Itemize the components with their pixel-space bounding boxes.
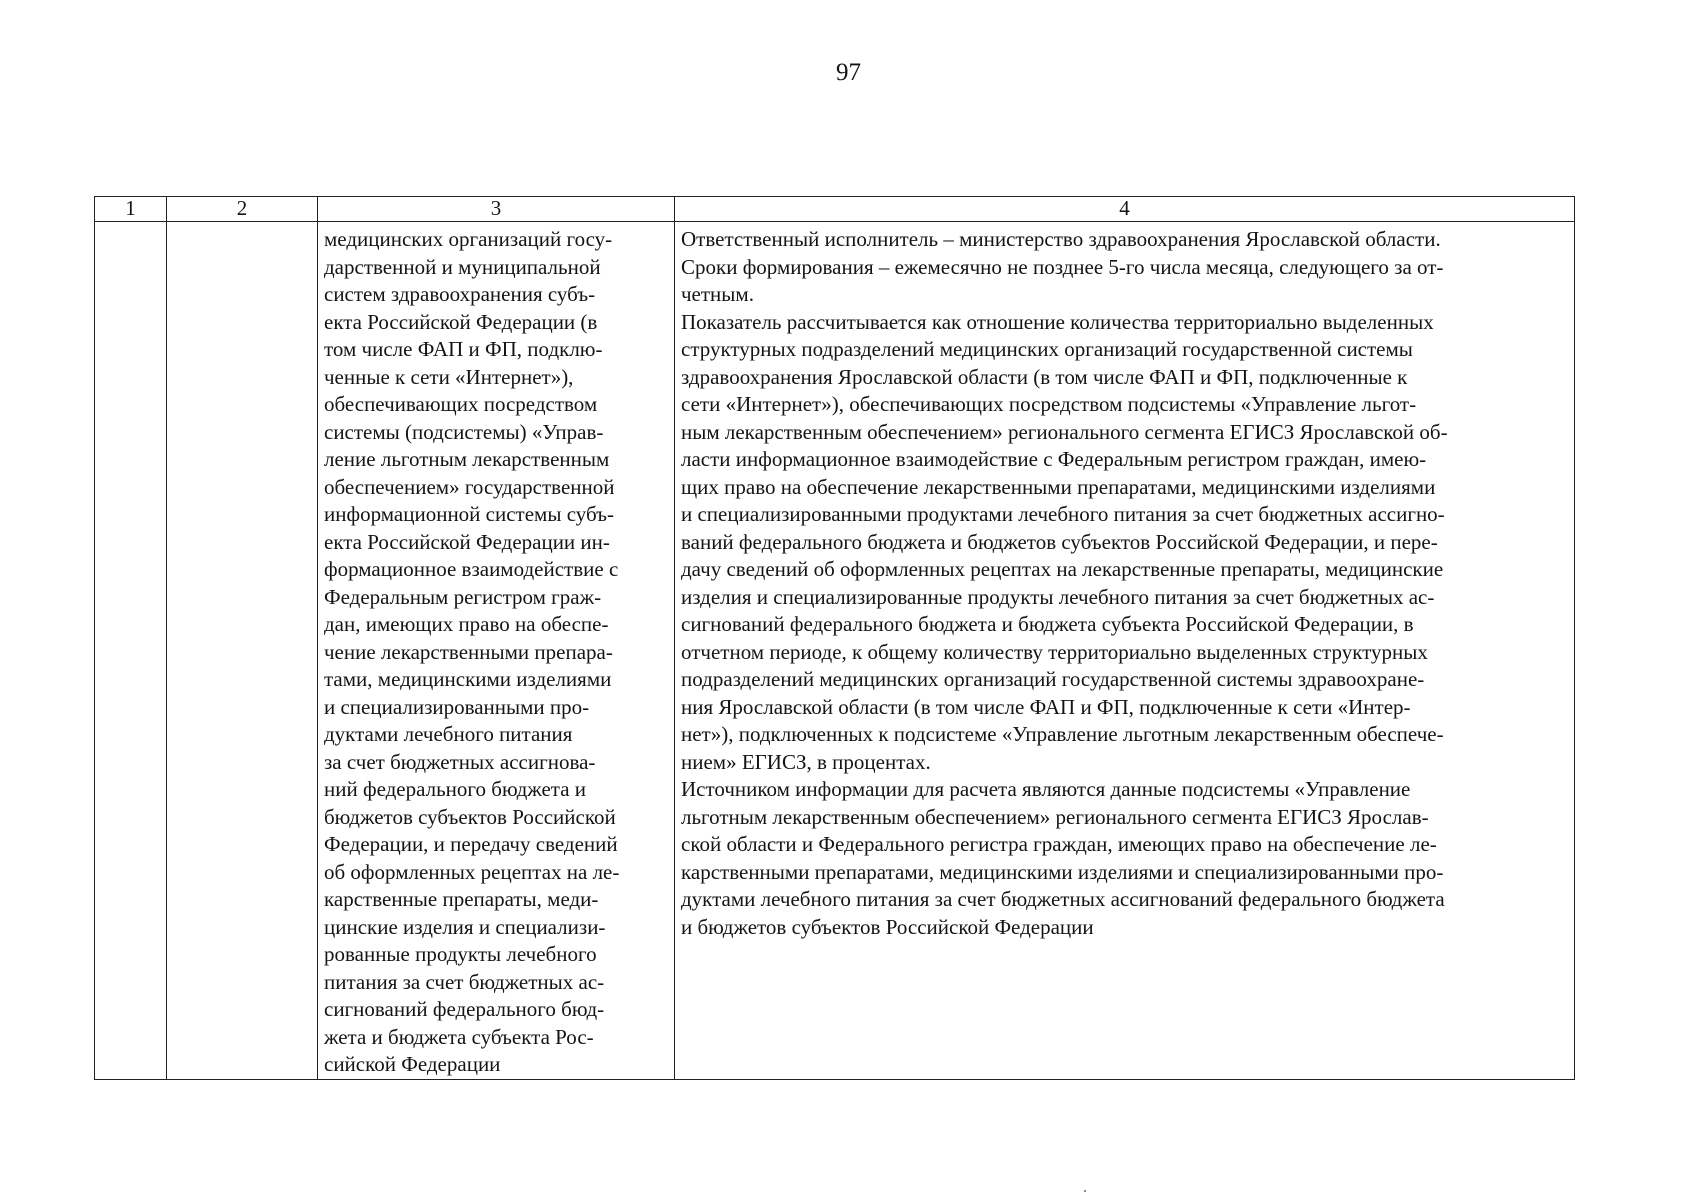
- table-header-row: [95, 197, 1575, 222]
- page-number: 97: [836, 59, 861, 86]
- column-header-4: 4: [675, 197, 1575, 222]
- column-header-3: 3: [318, 197, 675, 222]
- cell-col4: [675, 222, 1575, 1080]
- column-header-1: 1: [95, 197, 167, 222]
- indicator-table: [94, 196, 1575, 1080]
- cell-col1: [95, 222, 167, 1080]
- indicator-name-text: медицинских организаций госу- дарственной и муниципальной систем здравоохранения субъ- екта Российской Федерации (в том числе ФАП и ФП, подклю- ченные к сети «Интернет»), обеспечивающих посредством системы (подсистемы) «Управ- ление льготным лекарственным обеспечением» государственной информационной системы субъ- екта Российской Федерации ин- формационное взаимодействие с Федеральным регистром граж- дан, имеющих право на обеспе- чение лекарственными препара- тами, медицинскими изделиями и специализированными про- дуктами лечебного питания за счет бюджетных ассигнова- ний федерального бюджета и бюджетов субъектов Российской Федерации, и передачу сведений об оформленных рецептах на ле- карственные препараты, меди- цинские изделия и специализи- рованные продукты лечебного питания за счет бюджетных ас- сигнований федерального бюд- жета и бюджета субъекта Рос- сийской Федерации: [324, 227, 620, 1076]
- cell-col2: [167, 222, 318, 1080]
- cell-col3: [318, 222, 675, 1080]
- table-row: [95, 222, 1575, 1080]
- scan-artifact-dot: [1084, 1190, 1086, 1192]
- column-header-2: 2: [167, 197, 318, 222]
- indicator-methodology-text: Ответственный исполнитель – министерство здравоохранения Ярославской области. Сроки формирования – ежемесячно не позднее 5-го числа месяца, следующего за от- четным. Показатель рассчитывается как отношение количества территориально выделенных структурных подразделений медицинских организаций государственной системы здравоохранения Ярославской области (в том числе ФАП и ФП, подключенные к сети «Интернет»), обеспечивающих посредством подсистемы «Управление льгот- ным лекарственным обеспечением» регионального сегмента ЕГИСЗ Ярославской об- ласти информационное взаимодействие с Федеральным регистром граждан, имею- щих право на обеспечение лекарственными препаратами, медицинскими изделиями и специализированными продуктами лечебного питания за счет бюджетных ассигно- ваний федерального бюджета и бюджетов субъектов Российской Федерации, и пере- дачу сведений об оформленных рецептах на лекарственные препараты, медицинские изделия и специализированные продукты лечебного питания за счет бюджетных ас- сигнований федерального бюджета и бюджета субъекта Российской Федерации, в отчетном периоде, к общему количеству территориально выделенных структурных подразделений медицинских организаций государственной системы здравоохране- ния Ярославской области (в том числе ФАП и ФП, подключенные к сети «Интер- нет»), подключенных к подсистеме «Управление льготным лекарственным обеспече- нием» ЕГИСЗ, в процентах. Источником информации для расчета являются данные подсистемы «Управление льготным лекарственным обеспечением» регионального сегмента ЕГИСЗ Ярослав- ской области и Федерального регистра граждан, имеющих право на обеспечение ле- карственными препаратами, медицинскими изделиями и специализированными про- дуктами лечебного питания за счет бюджетных ассигнований федерального бюджета и бюджетов субъектов Российской Федерации: [681, 227, 1448, 939]
